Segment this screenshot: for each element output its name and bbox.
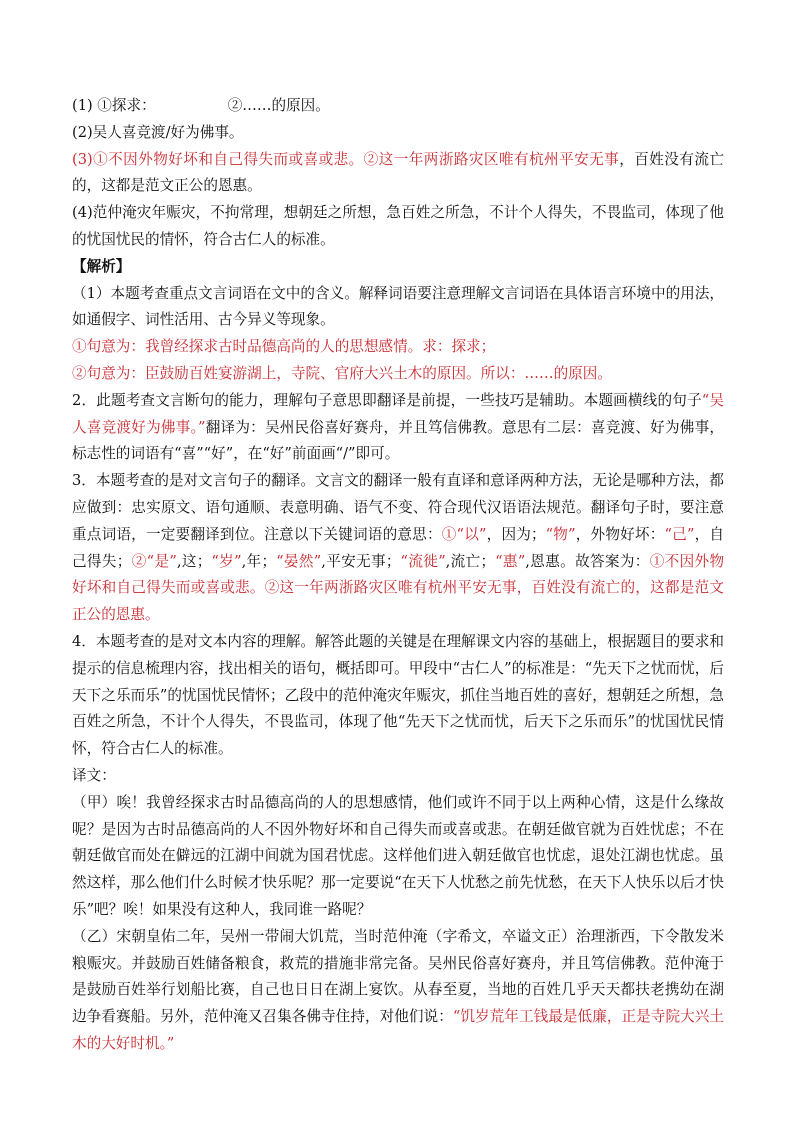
analysis-2-intro: 2．此题考查文言断句的能力，理解句子意思即翻译是前提，一些技巧是辅助。本题画横线的句子 xyxy=(72,391,702,409)
key-word-wu-meaning: ，外物好坏： xyxy=(575,525,665,543)
answer-1-part-2: ②……的原因。 xyxy=(227,97,330,114)
key-word-hui: “惠” xyxy=(495,552,526,570)
analysis-3-intro: 3．本题考查的是对文言句子的翻译。文言文的翻译一般有直译和意译两种方法，无论是哪种方法，都应做到：忠实原文、语句通顺、表意明确、语气不变、符合现代汉语语法规范。翻译句子时，要注意重点词语，一定要翻译到位。注意以下关键词语的意思： xyxy=(72,472,724,543)
key-word-yi-meaning: ，因为； xyxy=(486,525,546,543)
analysis-2-quote: “吴人喜竞渡好为佛事。” xyxy=(72,391,724,436)
key-word-wu: “物” xyxy=(545,525,576,543)
translation-yi-quote: “饥岁荒年工钱最是低廉，正是寺院大兴土木的大好时机。” xyxy=(72,1008,724,1052)
analysis-paragraph-1: （1）本题考查重点文言词语在文中的含义。解释词语要注意理解文言词语在具体语言环境中的用法，如通假字、词性活用、古今异义等现象。 xyxy=(72,284,724,329)
key-word-ji-meaning: ，自己得失； xyxy=(72,525,725,570)
analysis-3-answer: ①不因外物好坏和自己得失而或喜或悲。②这一年两浙路灾区唯有杭州平安无事，百姓没有流亡的，这都是范文正公的恩惠。 xyxy=(72,552,725,624)
answer-1 xyxy=(72,93,724,120)
key-word-liuxi: “流徙” xyxy=(400,552,446,570)
analysis-2-explanation: 翻译为：吴州民俗喜好赛舟，并且笃信佛教。意思有二层：喜竞渡、好为佛事，标志性的词语有“喜”“好”，在“好”前面画“/”即可。 xyxy=(72,418,724,463)
translation-yi-text: （乙）宋朝皇佑二年，吴州一带闹大饥荒，当时范仲淹（字希文，卒谥文正）治理浙西，下令散发米粮赈灾。并鼓励百姓储备粮食，救荒的措施非常完备。吴州民俗喜好赛舟，并且笃信佛教。范仲淹于是鼓励百姓举行划船比赛，自己也日日在湖上宴饮。从春至夏，当地的百姓几乎天天都扶老携幼在湖边争看赛船。另外，范仲淹又召集各佛寺住持，对他们说： xyxy=(72,927,724,1026)
analysis-paragraph-2 xyxy=(72,388,724,468)
document-page xyxy=(72,93,724,1058)
analysis-sentence-1: ①句意为：我曾经探求古时品德高尚的人的思想感情。求：探求； xyxy=(72,338,496,356)
key-word-sui-meaning: ,年； xyxy=(241,552,277,570)
key-word-shi-meaning: ,这； xyxy=(176,552,212,570)
analysis-paragraph-4: 4．本题考查的是对文本内容的理解。解答此题的关键是在理解课文内容的基础上，根据题目的要求和提示的信息梳理内容，找出相关的语句，概括即可。甲段中“古仁人”的标准是：“先天下之忧而忧，后天下之乐而乐”的忧国忧民情怀；乙段中的范仲淹灾年赈灾，抓住当地百姓的喜好，想朝廷之所想，急百姓之所急，不计个人得失，不畏监司，体现了他“先天下之忧而忧，后天下之乐而乐”的忧国忧民情怀，符合古仁人的标准。 xyxy=(72,632,724,758)
key-word-liuxi-meaning: ,流亡； xyxy=(445,552,496,570)
analysis-heading: 【解析】 xyxy=(72,257,131,275)
answer-1-part-1: (1) ①探求： xyxy=(72,97,156,114)
key-word-yanran: “晏然” xyxy=(276,552,322,570)
answer-3 xyxy=(72,147,724,201)
answer-3-red-text: (3)①不因外物好坏和自己得失而或喜或悲。②这一年两浙路灾区唯有杭州平安无事 xyxy=(72,150,620,168)
analysis-sentence-2: ②句意为：臣鼓励百姓宴游湖上，寺院、官府大兴土木的原因。所以：……的原因。 xyxy=(72,364,612,382)
key-word-hui-meaning: ,恩惠。故答案为： xyxy=(525,552,650,570)
key-word-shi: ②“是” xyxy=(131,552,177,570)
key-word-yi: ①“以” xyxy=(441,525,487,543)
analysis-paragraph-3 xyxy=(72,468,724,629)
key-word-yanran-meaning: ,平安无事； xyxy=(321,552,401,570)
key-word-ji: “己” xyxy=(664,525,695,543)
translation-heading: 译文： xyxy=(72,766,116,784)
answer-4: (4)范仲淹灾年赈灾，不拘常理，想朝廷之所想，急百姓之所急，不计个人得失，不畏监司，体现了他的忧国忧民的情怀，符合古仁人的标准。 xyxy=(72,204,724,248)
key-word-sui: “岁” xyxy=(211,552,242,570)
translation-jia: （甲）唉！我曾经探求古时品德高尚的人的思想感情，他们或许不同于以上两种心情，这是什么缘故呢？是因为古时品德高尚的人不因外物好坏和自己得失而或喜或悲。在朝廷做官就为百姓忧虑；不在朝廷做官而处在僻远的江湖中间就为国君忧虑。这样他们进入朝廷做官也忧虑，退处江湖也忧虑。虽然这样，那么他们什么时候才快乐呢？那一定要说“在天下人忧愁之前先忧愁，在天下人快乐以后才快乐”吧？唉！如果没有这种人，我同谁一路呢？ xyxy=(72,793,724,918)
answer-3-text: ，百姓没有流亡的，这都是范文正公的恩惠。 xyxy=(72,150,724,195)
answer-2: (2)吴人喜竞渡/好为佛事。 xyxy=(72,123,244,141)
translation-yi xyxy=(72,924,724,1058)
